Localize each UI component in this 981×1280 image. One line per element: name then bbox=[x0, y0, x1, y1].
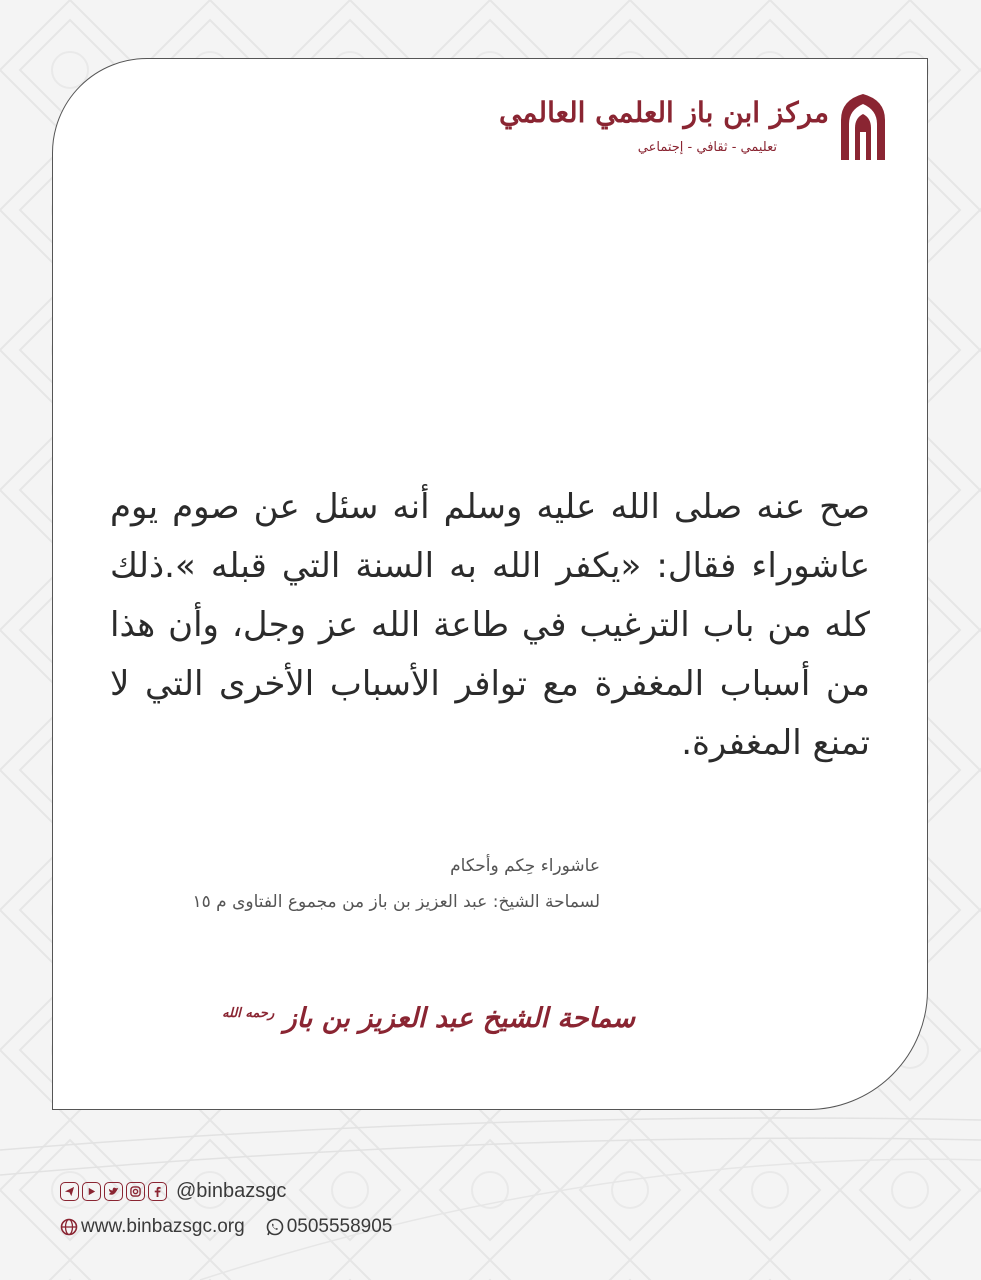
source-block bbox=[120, 848, 600, 920]
logo-title: مركز ابن باز العلمي العالمي bbox=[499, 96, 829, 129]
source-attribution: لسماحة الشيخ: عبد العزيز بن باز من مجموع الفتاوى م ١٥ bbox=[192, 892, 600, 912]
calligraphy-name: سماحة الشيخ عبد العزيز بن باز bbox=[283, 1003, 635, 1034]
social-row bbox=[60, 1178, 392, 1204]
whatsapp-icon bbox=[265, 1218, 284, 1237]
twitter-icon[interactable] bbox=[104, 1182, 123, 1201]
footer bbox=[60, 1178, 392, 1242]
calligraphy-honorific: رحمه الله bbox=[222, 1006, 275, 1021]
facebook-icon[interactable] bbox=[148, 1182, 167, 1201]
website-link[interactable]: www.binbazsgc.org bbox=[81, 1216, 245, 1237]
globe-icon bbox=[60, 1218, 78, 1236]
signature-calligraphy bbox=[222, 1003, 635, 1063]
social-handle[interactable]: @binbazsgc bbox=[176, 1179, 287, 1202]
youtube-icon[interactable] bbox=[82, 1182, 101, 1201]
phone-number[interactable]: 0505558905 bbox=[286, 1216, 393, 1237]
telegram-icon[interactable] bbox=[60, 1182, 79, 1201]
quote-text: صح عنه صلى الله عليه وسلم أنه سئل عن صوم يوم عاشوراء فقال: «يكفر الله به السنة التي قبله ».ذلك كله من باب الترغيب في طاعة الله عز وجل، وأن هذا من أسباب المغفرة مع توافر الأسباب الأخرى التي لا تمنع المغفرة. bbox=[110, 487, 870, 763]
instagram-icon[interactable] bbox=[126, 1182, 145, 1201]
contact-row bbox=[60, 1212, 392, 1242]
mosque-arch-icon bbox=[837, 92, 889, 162]
phone-contact[interactable] bbox=[265, 1216, 393, 1238]
center-logo bbox=[499, 92, 889, 172]
logo-subtitle: تعليمي - ثقافي - إجتماعي bbox=[637, 140, 777, 155]
source-title: عاشوراء حِكم وأحكام bbox=[450, 856, 600, 876]
